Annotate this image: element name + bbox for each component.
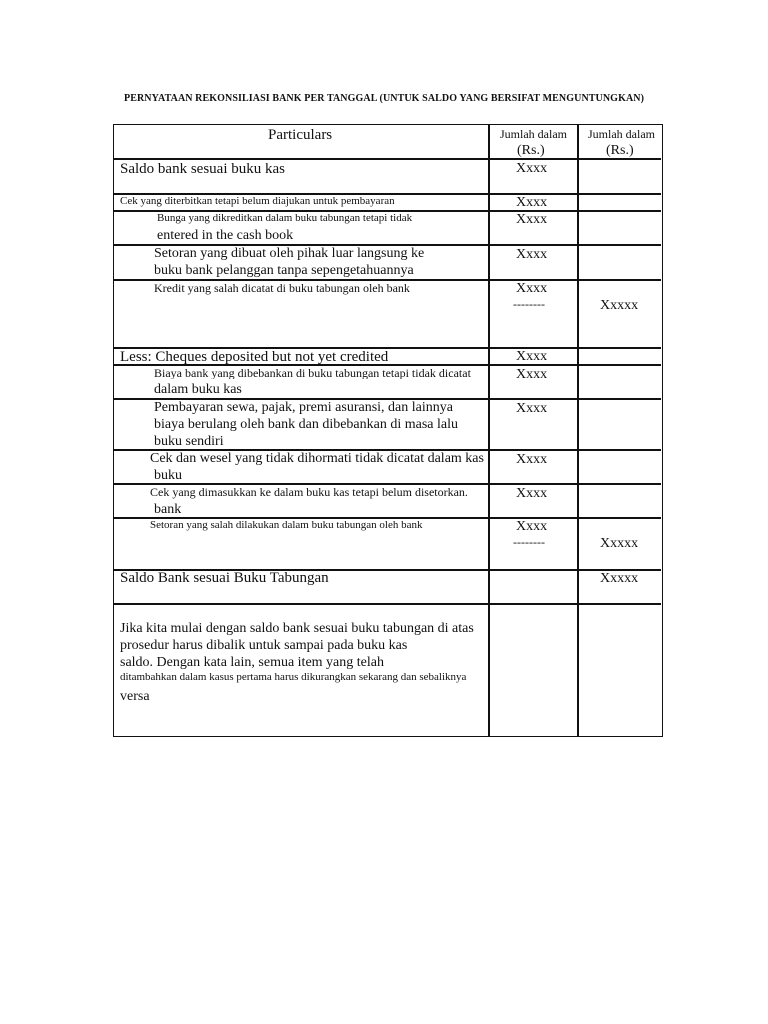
row-total: Xxxxx [600, 536, 639, 551]
header-amount-col2-line2: (Rs.) [606, 143, 634, 158]
row-text: Cek yang dimasukkan ke dalam buku kas tetapi belum disetorkan. [150, 485, 468, 499]
row-text: Bunga yang dikreditkan dalam buku tabungan tetapi tidak [157, 212, 413, 224]
note-text: versa [120, 689, 150, 704]
row-text: buku sendiri [154, 434, 224, 449]
row-text: bank [154, 502, 182, 517]
row-text: Setoran yang dibuat oleh pihak luar langsung ke [154, 246, 425, 261]
row-text: Saldo bank sesuai buku kas [120, 161, 285, 177]
header-amount-col1-line1: Jumlah dalam [500, 127, 567, 141]
row-amount: Xxxx [516, 452, 548, 467]
column-divider-2 [577, 125, 579, 736]
row-amount: Xxxx [516, 486, 548, 501]
row-amount: Xxxx [516, 367, 548, 382]
note-text: prosedur harus dibalik untuk sampai pada buku kas [120, 638, 408, 653]
row-text: Biaya bank yang dibebankan di buku tabungan tetapi tidak dicatat [154, 367, 471, 379]
row-amount: Xxxx [516, 247, 548, 262]
row-text: Less: Cheques deposited but not yet credited [120, 349, 389, 365]
row-text: Saldo Bank sesuai Buku Tabungan [120, 570, 329, 586]
row-amount: Xxxx [516, 161, 548, 176]
header-amount-col1-line2: (Rs.) [517, 143, 545, 158]
column-divider-1 [488, 125, 490, 736]
row-text: Pembayaran sewa, pajak, premi asuransi, dan lainnya [154, 400, 453, 415]
row-total: Xxxxx [600, 571, 639, 586]
row-amount: Xxxx [516, 401, 548, 416]
row-text: Kredit yang salah dicatat di buku tabungan oleh bank [154, 281, 410, 295]
row-divider [114, 158, 661, 160]
row-amount: Xxxx [516, 519, 548, 534]
row-text: buku bank pelanggan tanpa sepengetahuannya [154, 263, 414, 278]
row-amount: Xxxx [516, 349, 548, 364]
page-title: PERNYATAAN REKONSILIASI BANK PER TANGGAL (UNTUK SALDO YANG BERSIFAT MENGUNTUNGKAN) [123, 93, 645, 104]
row-amount: Xxxx [516, 195, 548, 210]
header-particulars: Particulars [268, 127, 333, 143]
note-text: ditambahkan dalam kasus pertama harus dikurangkan sekarang dan sebaliknya [120, 672, 467, 683]
row-text: entered in the cash book [157, 228, 294, 243]
row-total: Xxxxx [600, 298, 639, 313]
row-divider [114, 603, 661, 605]
row-text: buku [154, 468, 182, 483]
reconciliation-table [113, 124, 663, 737]
row-text: Cek yang diterbitkan tetapi belum diajukan untuk pembayaran [120, 195, 395, 207]
row-text: Cek dan wesel yang tidak dihormati tidak dicatat dalam kas [150, 452, 484, 466]
row-dash: -------- [513, 535, 545, 549]
row-dash: -------- [513, 297, 545, 311]
row-text: dalam buku kas [154, 382, 242, 397]
row-divider [114, 449, 661, 451]
row-amount: Xxxx [516, 212, 548, 227]
row-amount: Xxxx [516, 281, 548, 296]
header-amount-col2-line1: Jumlah dalam [588, 127, 655, 141]
note-text: saldo. Dengan kata lain, semua item yang telah [120, 655, 384, 670]
row-text: biaya berulang oleh bank dan dibebankan di masa lalu [154, 417, 459, 432]
note-text: Jika kita mulai dengan saldo bank sesuai buku tabungan di atas [120, 621, 474, 636]
row-text: Setoran yang salah dilakukan dalam buku tabungan oleh bank [150, 519, 423, 531]
